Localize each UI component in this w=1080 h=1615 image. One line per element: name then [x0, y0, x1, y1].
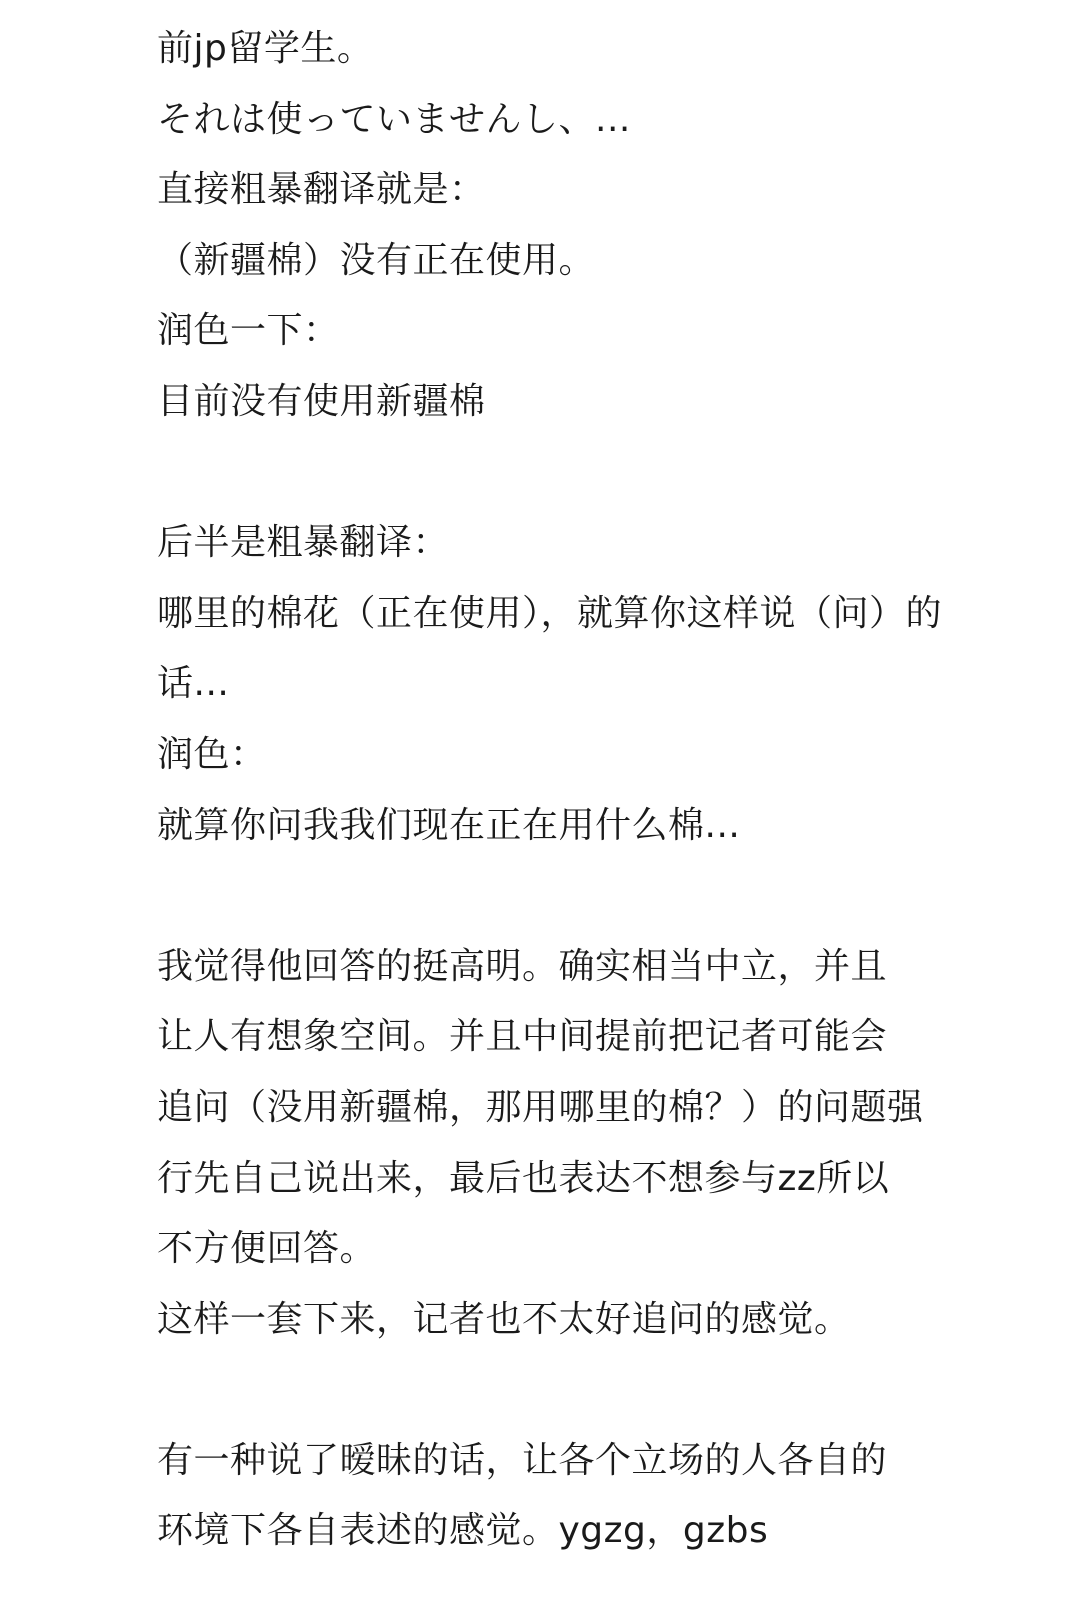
text-line: 让人有想象空间。并且中间提前把记者可能会 — [157, 1016, 888, 1058]
text-line: 目前没有使用新疆棉 — [157, 380, 486, 422]
text-line: 润色一下： — [157, 310, 340, 352]
text-line: 就算你问我我们现在正在用什么棉... — [157, 804, 741, 846]
text-line: 行先自己说出来，最后也表达不想参与zz所以 — [157, 1157, 890, 1199]
text-line: 直接粗暴翻译就是： — [157, 169, 486, 211]
text-line: （新疆棉）没有正在使用。 — [157, 239, 596, 281]
text-line: 环境下各自表述的感觉。ygzg，gzbs — [157, 1510, 769, 1552]
text-line: 追问（没用新疆棉，那用哪里的棉？）的问题强 — [157, 1086, 924, 1128]
paragraph-gap — [157, 1355, 1017, 1426]
text-line: それは使っていませんし、... — [157, 98, 631, 140]
post-body — [157, 14, 1017, 1567]
text-line: 有一种说了暧昧的话，让各个立场的人各自的 — [157, 1439, 888, 1481]
text-line: 后半是粗暴翻译： — [157, 522, 450, 564]
text-line: 前jp留学生。 — [157, 28, 374, 69]
text-line: 不方便回答。 — [157, 1228, 377, 1270]
text-line: 润色： — [157, 733, 267, 775]
text-line: 这样一套下来，记者也不太好追问的感觉。 — [157, 1298, 851, 1340]
text-line: 哪里的棉花（正在使用），就算你这样说（问）的 — [157, 592, 943, 634]
text-line: 我觉得他回答的挺高明。确实相当中立，并且 — [157, 945, 888, 987]
paragraph-gap — [157, 438, 1017, 509]
paragraph-gap — [157, 861, 1017, 932]
text-line: 话... — [157, 663, 230, 705]
